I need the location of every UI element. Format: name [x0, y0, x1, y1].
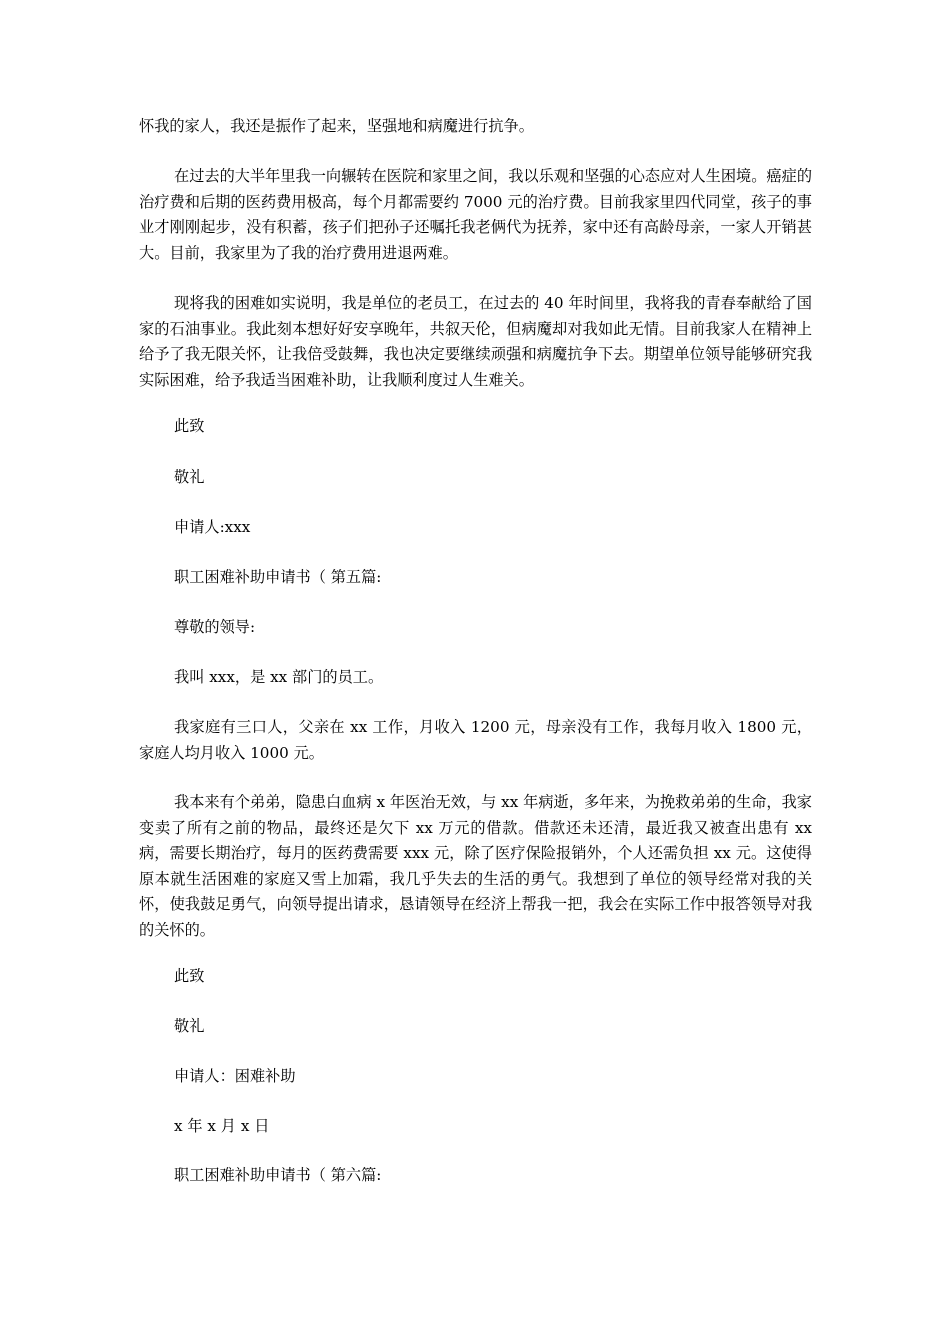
paragraph-continuation: 怀我的家人，我还是振作了起来，坚强地和病魔进行抗争。	[139, 117, 534, 135]
applicant-line: 申请人：困难补助	[174, 1067, 296, 1085]
section-heading: 职工困难补助申请书（ 第六篇:	[174, 1166, 382, 1184]
salute-line: 敬礼	[174, 468, 205, 486]
paragraph-family: 我家庭有三口人，父亲在 xx 工作，月收入 1200 元，母亲没有工作，我每月收入 1800 元，家庭人均月收入 1000 元。	[139, 718, 812, 762]
greeting-line: 尊敬的领导:	[174, 618, 256, 636]
date-line: x 年 x 月 x 日	[174, 1117, 270, 1135]
paragraph-treatment: 在过去的大半年里我一向辗转在医院和家里之间，我以乐观和坚强的心态应对人生困境。癌症的治疗费和后期的医药费用极高，每个月都需要约 7000 元的治疗费。目前我家里四代同堂，孩子的事业才刚刚起步，没有积蓄，孩子们把孙子还嘱托我老俩代为抚养，家中还有高龄母亲，一家人开销甚大。目前，我家里为了我的治疗费用进退两难。	[139, 167, 812, 262]
intro-line: 我叫 xxx，是 xx 部门的员工。	[174, 668, 384, 686]
paragraph-request: 现将我的困难如实说明，我是单位的老员工，在过去的 40 年时间里，我将我的青春奉献给了国家的石油事业。我此刻本想好好安享晚年，共叙天伦，但病魔却对我如此无情。目前我家人在精神上给予了我无限关怀，让我倍受鼓舞，我也决定要继续顽强和病魔抗争下去。期望单位领导能够研究我实际困难，给予我适当困难补助，让我顺利度过人生难关。	[139, 294, 812, 389]
section-heading: 职工困难补助申请书（ 第五篇:	[174, 568, 382, 586]
paragraph-story: 我本来有个弟弟，隐患白血病 x 年医治无效，与 xx 年病逝，多年来，为挽救弟弟的生命，我家变卖了所有之前的物品，最终还是欠下 xx 万元的借款。借款还未还清，最近我又被查出患有 xx 病，需要长期治疗，每月的医药费需要 xxx 元，除了医疗保险报销外，个人还需负担 xx 元。这使得原本就生活困难的家庭又雪上加霜，我几乎失去的生活的勇气。我想到了单位的领导经常对我的关怀，使我鼓足勇气，向领导提出请求，恳请领导在经济上帮我一把，我会在实际工作中报答领导对我的关怀的。	[139, 793, 812, 939]
closing-line: 此致	[174, 967, 205, 985]
salute-line: 敬礼	[174, 1017, 205, 1035]
closing-line: 此致	[174, 417, 205, 435]
applicant-line: 申请人:xxx	[174, 518, 251, 536]
